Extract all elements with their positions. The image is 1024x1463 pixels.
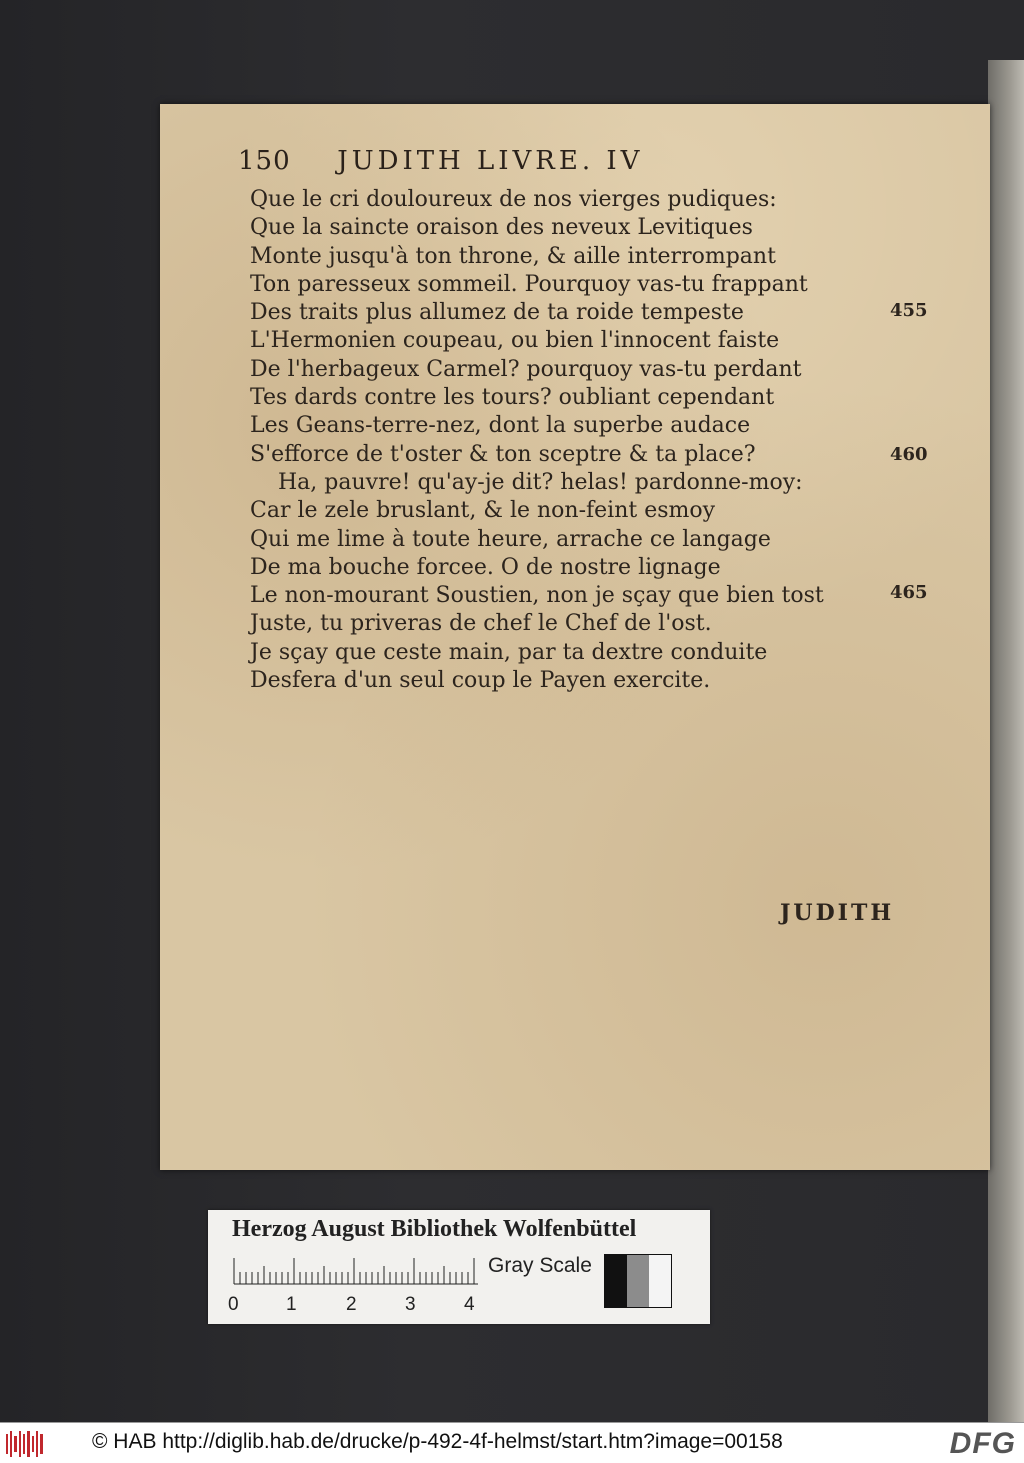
- verse-line: Monte jusqu'à ton throne, & aille interrompant: [250, 243, 776, 269]
- verse-line: S'efforce de t'oster & ton sceptre & ta place?: [250, 441, 756, 467]
- verse-line: Ton paresseux sommeil. Pourquoy vas-tu frappant: [250, 271, 808, 297]
- verse-line: Desfera d'un seul coup le Payen exercite.: [250, 668, 711, 694]
- gray-scale-label: Gray Scale: [488, 1254, 592, 1277]
- ruler-label: 3: [405, 1294, 416, 1315]
- verse-line: Qui me lime à toute heure, arrache ce langage: [250, 526, 771, 552]
- footer-bar: [0, 1422, 1024, 1463]
- swatch-white: [649, 1255, 671, 1307]
- verse-line: Que la saincte oraison des neveux Levitiques: [250, 215, 753, 241]
- verse-line: Je sçay que ceste main, par ta dextre conduite: [250, 639, 768, 665]
- ruler-labels: [228, 1294, 488, 1318]
- ruler-label: 4: [464, 1294, 475, 1315]
- page-number: 150: [238, 146, 291, 176]
- dfg-logo: DFG: [949, 1427, 1016, 1460]
- ruler-label: 1: [286, 1294, 297, 1315]
- verse-line: De ma bouche forcee. O de nostre lignage: [250, 554, 721, 580]
- verse-line: Le non-mourant Soustien, non je sçay que bien tost: [250, 583, 824, 609]
- verse-line: Des traits plus allumez de ta roide tempeste: [250, 300, 744, 326]
- verse-line: Ha, pauvre! qu'ay-je dit? helas! pardonne-moy:: [278, 469, 803, 495]
- barcode-logo-icon: [6, 1431, 46, 1457]
- line-number: 460: [890, 444, 928, 465]
- copyright-link[interactable]: © HAB http://diglib.hab.de/drucke/p-492-4f-helmst/start.htm?image=00158: [92, 1430, 783, 1453]
- gray-scale-swatches: [604, 1254, 672, 1308]
- verse-line: De l'herbageux Carmel? pourquoy vas-tu perdant: [250, 356, 802, 382]
- verse-line: Que le cri douloureux de nos vierges pudiques:: [250, 187, 777, 212]
- line-number: 455: [890, 300, 928, 321]
- swatch-black: [605, 1255, 627, 1307]
- verse-line: Juste, tu priveras de chef le Chef de l'ost.: [250, 611, 712, 637]
- verse-line: L'Hermonien coupeau, ou bien l'innocent faiste: [250, 328, 780, 354]
- ruler-label: 0: [228, 1294, 239, 1315]
- book-page: [160, 104, 990, 1170]
- line-number: 465: [890, 582, 928, 603]
- ruler: [232, 1254, 482, 1294]
- swatch-gray: [627, 1255, 649, 1307]
- library-name: Herzog August Bibliothek Wolfenbüttel: [232, 1216, 637, 1242]
- catchword: JUDITH: [780, 900, 895, 926]
- running-head: [238, 146, 858, 176]
- verse-line: Car le zele bruslant, & le non-feint esmoy: [250, 498, 716, 524]
- verse-line: Les Geans-terre-nez, dont la superbe audace: [250, 413, 751, 439]
- verse-line: Tes dards contre les tours? oubliant cependant: [250, 385, 775, 411]
- library-color-card: [208, 1210, 710, 1324]
- running-title: JUDITH LIVRE. IV: [337, 146, 644, 176]
- facing-page-edge: [988, 60, 1024, 1422]
- ruler-label: 2: [346, 1294, 357, 1315]
- verse-block: [250, 186, 850, 695]
